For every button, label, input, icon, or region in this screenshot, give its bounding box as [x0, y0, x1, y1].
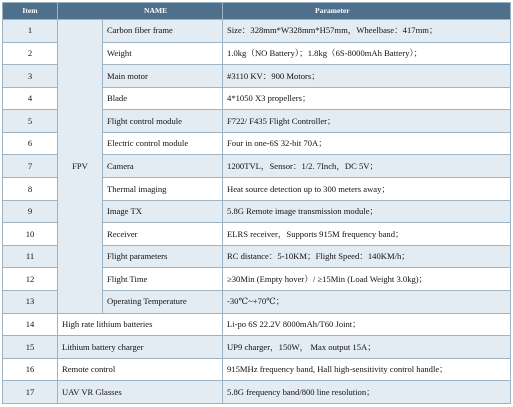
item-parameter: 1.0kg（NO Battery）；1.8kg（6S-8000mAh Battery）；	[223, 42, 511, 65]
item-number: 1	[3, 20, 58, 43]
item-number: 14	[3, 313, 58, 336]
item-name: Lithium battery charger	[58, 336, 223, 359]
header-parameter: Parameter	[223, 3, 511, 20]
item-name: Blade	[103, 87, 223, 110]
item-parameter: RC distance：5-10KM；Flight Speed：140KM/h；	[223, 245, 511, 268]
item-parameter: Li-po 6S 22.2V 8000mAh/T60 Joint；	[223, 313, 511, 336]
item-name: Flight parameters	[103, 245, 223, 268]
item-number: 7	[3, 155, 58, 178]
item-name: Weight	[103, 42, 223, 65]
group-label-fpv: FPV	[58, 20, 103, 314]
item-name: Carbon fiber frame	[103, 20, 223, 43]
item-parameter: UP9 charger，150W， Max output 15A；	[223, 336, 511, 359]
table-row	[3, 336, 511, 359]
item-name: High rate lithium batteries	[58, 313, 223, 336]
table-row	[3, 358, 511, 381]
item-name: Flight Time	[103, 268, 223, 291]
item-number: 6	[3, 132, 58, 155]
item-number: 3	[3, 65, 58, 88]
item-parameter: 4*1050 X3 propellers；	[223, 87, 511, 110]
item-name: Receiver	[103, 223, 223, 246]
item-number: 16	[3, 358, 58, 381]
item-parameter: 5.8G frequency band/800 line resolution；	[223, 381, 511, 404]
item-parameter: 5.8G Remote image transmission module；	[223, 200, 511, 223]
item-number: 8	[3, 178, 58, 201]
item-name: Main motor	[103, 65, 223, 88]
item-number: 12	[3, 268, 58, 291]
item-name: Operating Temperature	[103, 290, 223, 313]
item-name: Camera	[103, 155, 223, 178]
header-name: NAME	[58, 3, 223, 20]
header-item: Item	[3, 3, 58, 20]
item-parameter: -30℃~+70℃；	[223, 290, 511, 313]
item-parameter: 915MHz frequency band, Hall high-sensitivity control handle；	[223, 358, 511, 381]
table-row	[3, 381, 511, 404]
item-parameter: F722/ F435 Flight Controller；	[223, 110, 511, 133]
item-number: 5	[3, 110, 58, 133]
item-name: Remote control	[58, 358, 223, 381]
item-number: 15	[3, 336, 58, 359]
item-name: Image TX	[103, 200, 223, 223]
item-number: 4	[3, 87, 58, 110]
item-parameter: #3110 KV：900 Motors；	[223, 65, 511, 88]
item-name: Electric control module	[103, 132, 223, 155]
item-parameter: ELRS receiver，Supports 915M frequency band；	[223, 223, 511, 246]
item-parameter: Four in one-6S 32-bit 70A；	[223, 132, 511, 155]
item-number: 10	[3, 223, 58, 246]
item-number: 13	[3, 290, 58, 313]
item-parameter: 1200TVL，Sensor：1/2. 7Inch，DC 5V；	[223, 155, 511, 178]
item-parameter: Size：328mm*W328mm*H57mm，Wheelbase：417mm；	[223, 20, 511, 43]
table-row	[3, 20, 511, 43]
item-name: Thermal imaging	[103, 178, 223, 201]
item-number: 9	[3, 200, 58, 223]
item-name: UAV VR Glasses	[58, 381, 223, 404]
spec-table	[2, 2, 511, 404]
item-parameter: Heat source detection up to 300 meters away；	[223, 178, 511, 201]
item-number: 2	[3, 42, 58, 65]
header-row	[3, 3, 511, 20]
item-name: Flight control module	[103, 110, 223, 133]
item-parameter: ≥30Min (Empty hover）/ ≥15Min (Load Weight 3.0kg)；	[223, 268, 511, 291]
item-number: 11	[3, 245, 58, 268]
table-row	[3, 313, 511, 336]
item-number: 17	[3, 381, 58, 404]
